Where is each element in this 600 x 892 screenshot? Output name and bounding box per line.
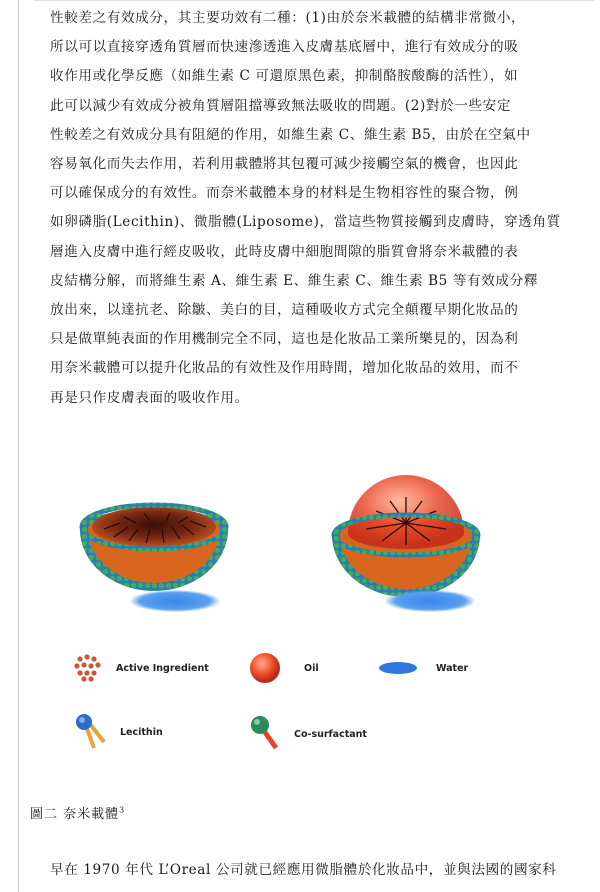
legend-water-label: Water bbox=[436, 662, 469, 674]
body-line: 層進入皮膚中進行經皮吸收，此時皮膚中細胞間隙的脂質會將奈米載體的表 bbox=[50, 243, 519, 260]
legend-lecithin-label: Lecithin bbox=[120, 726, 163, 738]
body-line: 放出來，以達抗老、除皺、美白的目，這種吸收方式完全顛覆早期化妝品的 bbox=[50, 302, 519, 319]
legend-active-ingredient bbox=[72, 653, 209, 683]
page-edge-top bbox=[34, 0, 594, 1]
figure-caption-text: 圖二 奈米載體 bbox=[30, 807, 120, 822]
water-drop-icon bbox=[378, 661, 418, 675]
open-nanocarrier-illustration bbox=[74, 477, 234, 607]
legend-oil bbox=[248, 651, 319, 685]
next-paragraph: 早在 1970 年代 L’Oreal 公司就已經應用微脂體於化妝品中，並與法國的國家科 bbox=[50, 862, 557, 878]
body-line: 容易氧化而失去作用，若利用載體將其包覆可減少接觸空氣的機會，也因此 bbox=[50, 156, 519, 173]
co-surfactant-molecule-icon bbox=[248, 714, 284, 754]
legend-oil-label: Oil bbox=[304, 662, 319, 674]
body-line: 性較差之有效成分具有阻絕的作用，如維生素 C、維生素 B5，由於在空氣中 bbox=[50, 126, 531, 143]
water-shadow-left bbox=[130, 590, 220, 612]
active-ingredient-icon bbox=[72, 653, 106, 683]
water-shadow-right bbox=[385, 590, 475, 612]
body-paragraph bbox=[50, 4, 570, 413]
legend-water bbox=[378, 661, 468, 675]
body-line: 只是做單純表面的作用機制完全不同，這也是化妝品工業所樂見的，因為利 bbox=[50, 331, 519, 348]
body-line: 收作用或化學反應（如維生素 C 可還原黑色素，抑制酪胺酸酶的活性），如 bbox=[50, 68, 519, 85]
body-line: 性較差之有效成分，其主要功效有二種：(1)由於奈米載體的結構非常微小， bbox=[50, 10, 526, 26]
legend-lecithin bbox=[74, 712, 163, 752]
body-line: 用奈米載體可以提升化妝品的有效性及作用時間，增加化妝品的效用，而不 bbox=[50, 360, 519, 377]
body-line: 如卵磷脂(Lecithin)、微脂體(Liposome)，當這些物質接觸到皮膚時，穿透角質 bbox=[50, 214, 561, 231]
figure-caption-ref: 3 bbox=[119, 805, 126, 815]
legend-active-ingredient-label: Active Ingredient bbox=[116, 662, 209, 674]
page-edge-left bbox=[18, 0, 19, 892]
figure-caption bbox=[30, 803, 125, 822]
nanocarrier-figure bbox=[60, 455, 500, 755]
body-line: 此可以減少有效成分被角質層阻擋導致無法吸收的問題。(2)對於一些安定 bbox=[50, 97, 512, 114]
legend-co-surfactant bbox=[248, 714, 367, 754]
body-line: 再是只作皮膚表面的吸收作用。 bbox=[50, 389, 249, 406]
body-line: 所以可以直接穿透角質層而快速滲透進入皮膚基底層中，進行有效成分的吸 bbox=[50, 39, 519, 56]
legend-co-surfactant-label: Co-surfactant bbox=[294, 728, 367, 740]
body-line: 可以確保成分的有效性。而奈米載體本身的材料是生物相容性的聚合物，例 bbox=[50, 185, 519, 202]
lecithin-molecule-icon bbox=[74, 712, 110, 752]
body-line: 皮結構分解，而將維生素 A、維生素 E、維生素 C、維生素 B5 等有效成分釋 bbox=[50, 272, 539, 289]
oil-droplet-icon bbox=[248, 651, 282, 685]
closed-nanocarrier-illustration bbox=[326, 465, 486, 610]
